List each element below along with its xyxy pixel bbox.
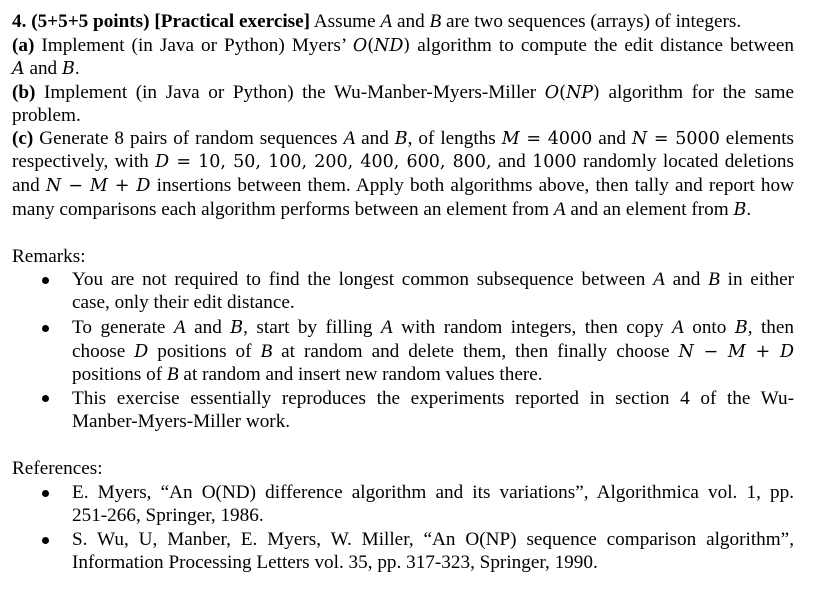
bullet-line [72,340,794,363]
text-segment: and [185,317,231,338]
bullet-line [72,528,794,551]
text-segment: Implement (in Java or Python) Myers’ [34,35,353,56]
text-segment: , start by filling [243,317,381,338]
text-segment: S. Wu, U, Manber, E. Myers, W. Miller, “An O(NP) sequence comparison algorithm”, [72,529,794,550]
text-segment: elements [719,128,794,149]
math-variable: O [544,83,560,103]
text-segment: + [107,176,137,196]
text-segment: algorithm for the same [599,82,794,103]
math-variable: A [553,199,566,220]
text-segment: Implement (in Java or Python) the Wu-Manber-Myers-Miller [35,82,545,103]
math-variable: N [45,176,62,196]
math-variable: O [352,36,368,56]
math-variable: A [173,317,186,338]
text-segment: = 4000 [519,129,593,149]
text-segment: and [355,128,395,149]
references-heading: References: [12,458,103,479]
text-segment: positions of [148,341,261,362]
math-variable: D [136,176,151,196]
math-variable: B [230,318,244,338]
text-segment: and an element from [565,199,734,220]
text-segment: onto [683,317,735,338]
text-segment: This exercise essentially reproduces the experiments reported in section 4 of the Wu- [72,388,794,409]
bullet-line [72,551,794,574]
math-variable: A [672,317,684,338]
text-segment: Generate 8 pairs of random sequences [33,128,344,149]
problem-line [12,81,794,104]
bullet-line [72,410,794,433]
text-segment: + [745,342,780,362]
text-segment: at random and delete them, then finally choose [272,341,679,362]
text-segment: problem. [12,105,81,126]
text-segment: Assume [310,11,381,32]
text-segment: and [24,58,62,79]
text-segment: and [664,269,709,290]
text-segment: respectively, with [12,151,156,172]
bold-text: 4. (5+5+5 points) [Practical exercise] [12,11,311,32]
text-segment: ( [559,83,566,103]
text-segment: in either [719,269,794,290]
math-variable: NP [565,83,594,103]
bullet-line [72,363,794,386]
text-segment: ) [593,83,600,103]
bold-text: (a) [12,35,35,56]
text-segment: You are not required to find the longest common subsequence between [72,269,654,290]
math-variable: D [155,152,170,172]
math-variable: A [343,128,356,149]
text-segment: , of lengths [407,128,502,149]
bullet-line [72,291,794,314]
bullet-icon [42,537,49,544]
math-variable: B [429,11,442,32]
text-segment: positions of [72,364,167,385]
math-variable: N [678,342,694,362]
bullet-line [72,387,794,410]
text-segment: many comparisons each algorithm performs between an element from [12,199,554,220]
math-variable: B [166,364,179,385]
math-variable: A [653,269,665,290]
text-segment: ) [403,36,411,56]
problem-line [12,10,794,33]
text-segment: , then [747,317,794,338]
math-variable: B [708,269,720,290]
text-segment: at random and insert new random values there. [178,364,543,385]
bold-text: (c) [12,128,34,149]
text-segment: with random integers, then copy [392,317,673,338]
text-segment: are two sequences (arrays) of integers. [441,11,742,32]
text-segment: 1000 [532,152,577,172]
problem-line [12,34,794,57]
bullet-icon [42,490,49,497]
text-segment: Manber-Myers-Miller work. [72,411,291,432]
math-variable: A [380,11,393,32]
problem-line [12,104,794,127]
text-segment: − [61,176,90,196]
problem-line [12,150,794,173]
text-segment: case, only their edit distance. [72,292,295,313]
text-segment: insertions between them. Apply both algorithms above, then tally and report how [150,175,794,196]
text-segment: ( [367,36,375,56]
text-segment: and [592,128,632,149]
text-segment: and [491,151,533,172]
problem-line [12,174,794,197]
math-variable: D [134,342,149,362]
text-segment: randomly located deletions [576,151,794,172]
problem-line [12,198,794,221]
math-variable: B [260,341,273,362]
math-variable: B [733,200,747,220]
math-variable: M [727,342,746,362]
math-variable: ND [374,36,404,56]
math-variable: N [631,129,648,149]
remarks-heading: Remarks: [12,246,86,267]
math-variable: M [89,176,108,196]
text-segment: algorithm to compute the edit distance between [410,35,794,56]
text-segment: To generate [72,317,174,338]
text-segment: 251-266, Springer, 1986. [72,505,264,526]
text-segment: = 5000 [647,129,720,149]
bullet-line [72,504,794,527]
math-variable: B [61,59,75,79]
math-variable: A [12,59,25,79]
math-variable: M [501,129,520,149]
text-segment: . [746,199,752,220]
bullet-icon [42,325,49,332]
problem-line [12,127,794,150]
math-variable: A [380,317,393,338]
bold-text: (b) [12,82,36,103]
text-segment: = 10, 50, 100, 200, 400, 600, 800, [169,152,492,172]
math-variable: B [394,129,408,149]
math-variable: D [779,342,794,362]
text-segment: and [392,11,430,32]
math-variable: B [734,318,748,338]
bullet-line [72,268,794,291]
text-segment: E. Myers, “An O(ND) difference algorithm and its variations”, Algorithmica vol. 1, pp. [72,482,794,503]
bullet-icon [42,395,49,402]
bullet-line [72,316,794,339]
text-segment: Information Processing Letters vol. 35, pp. 317-323, Springer, 1990. [72,552,598,573]
bullet-line [72,481,794,504]
bullet-icon [42,277,49,284]
text-segment: choose [72,341,135,362]
text-segment: and [12,175,46,196]
text-segment: − [693,342,728,362]
problem-line [12,57,794,80]
text-segment: . [74,58,80,79]
